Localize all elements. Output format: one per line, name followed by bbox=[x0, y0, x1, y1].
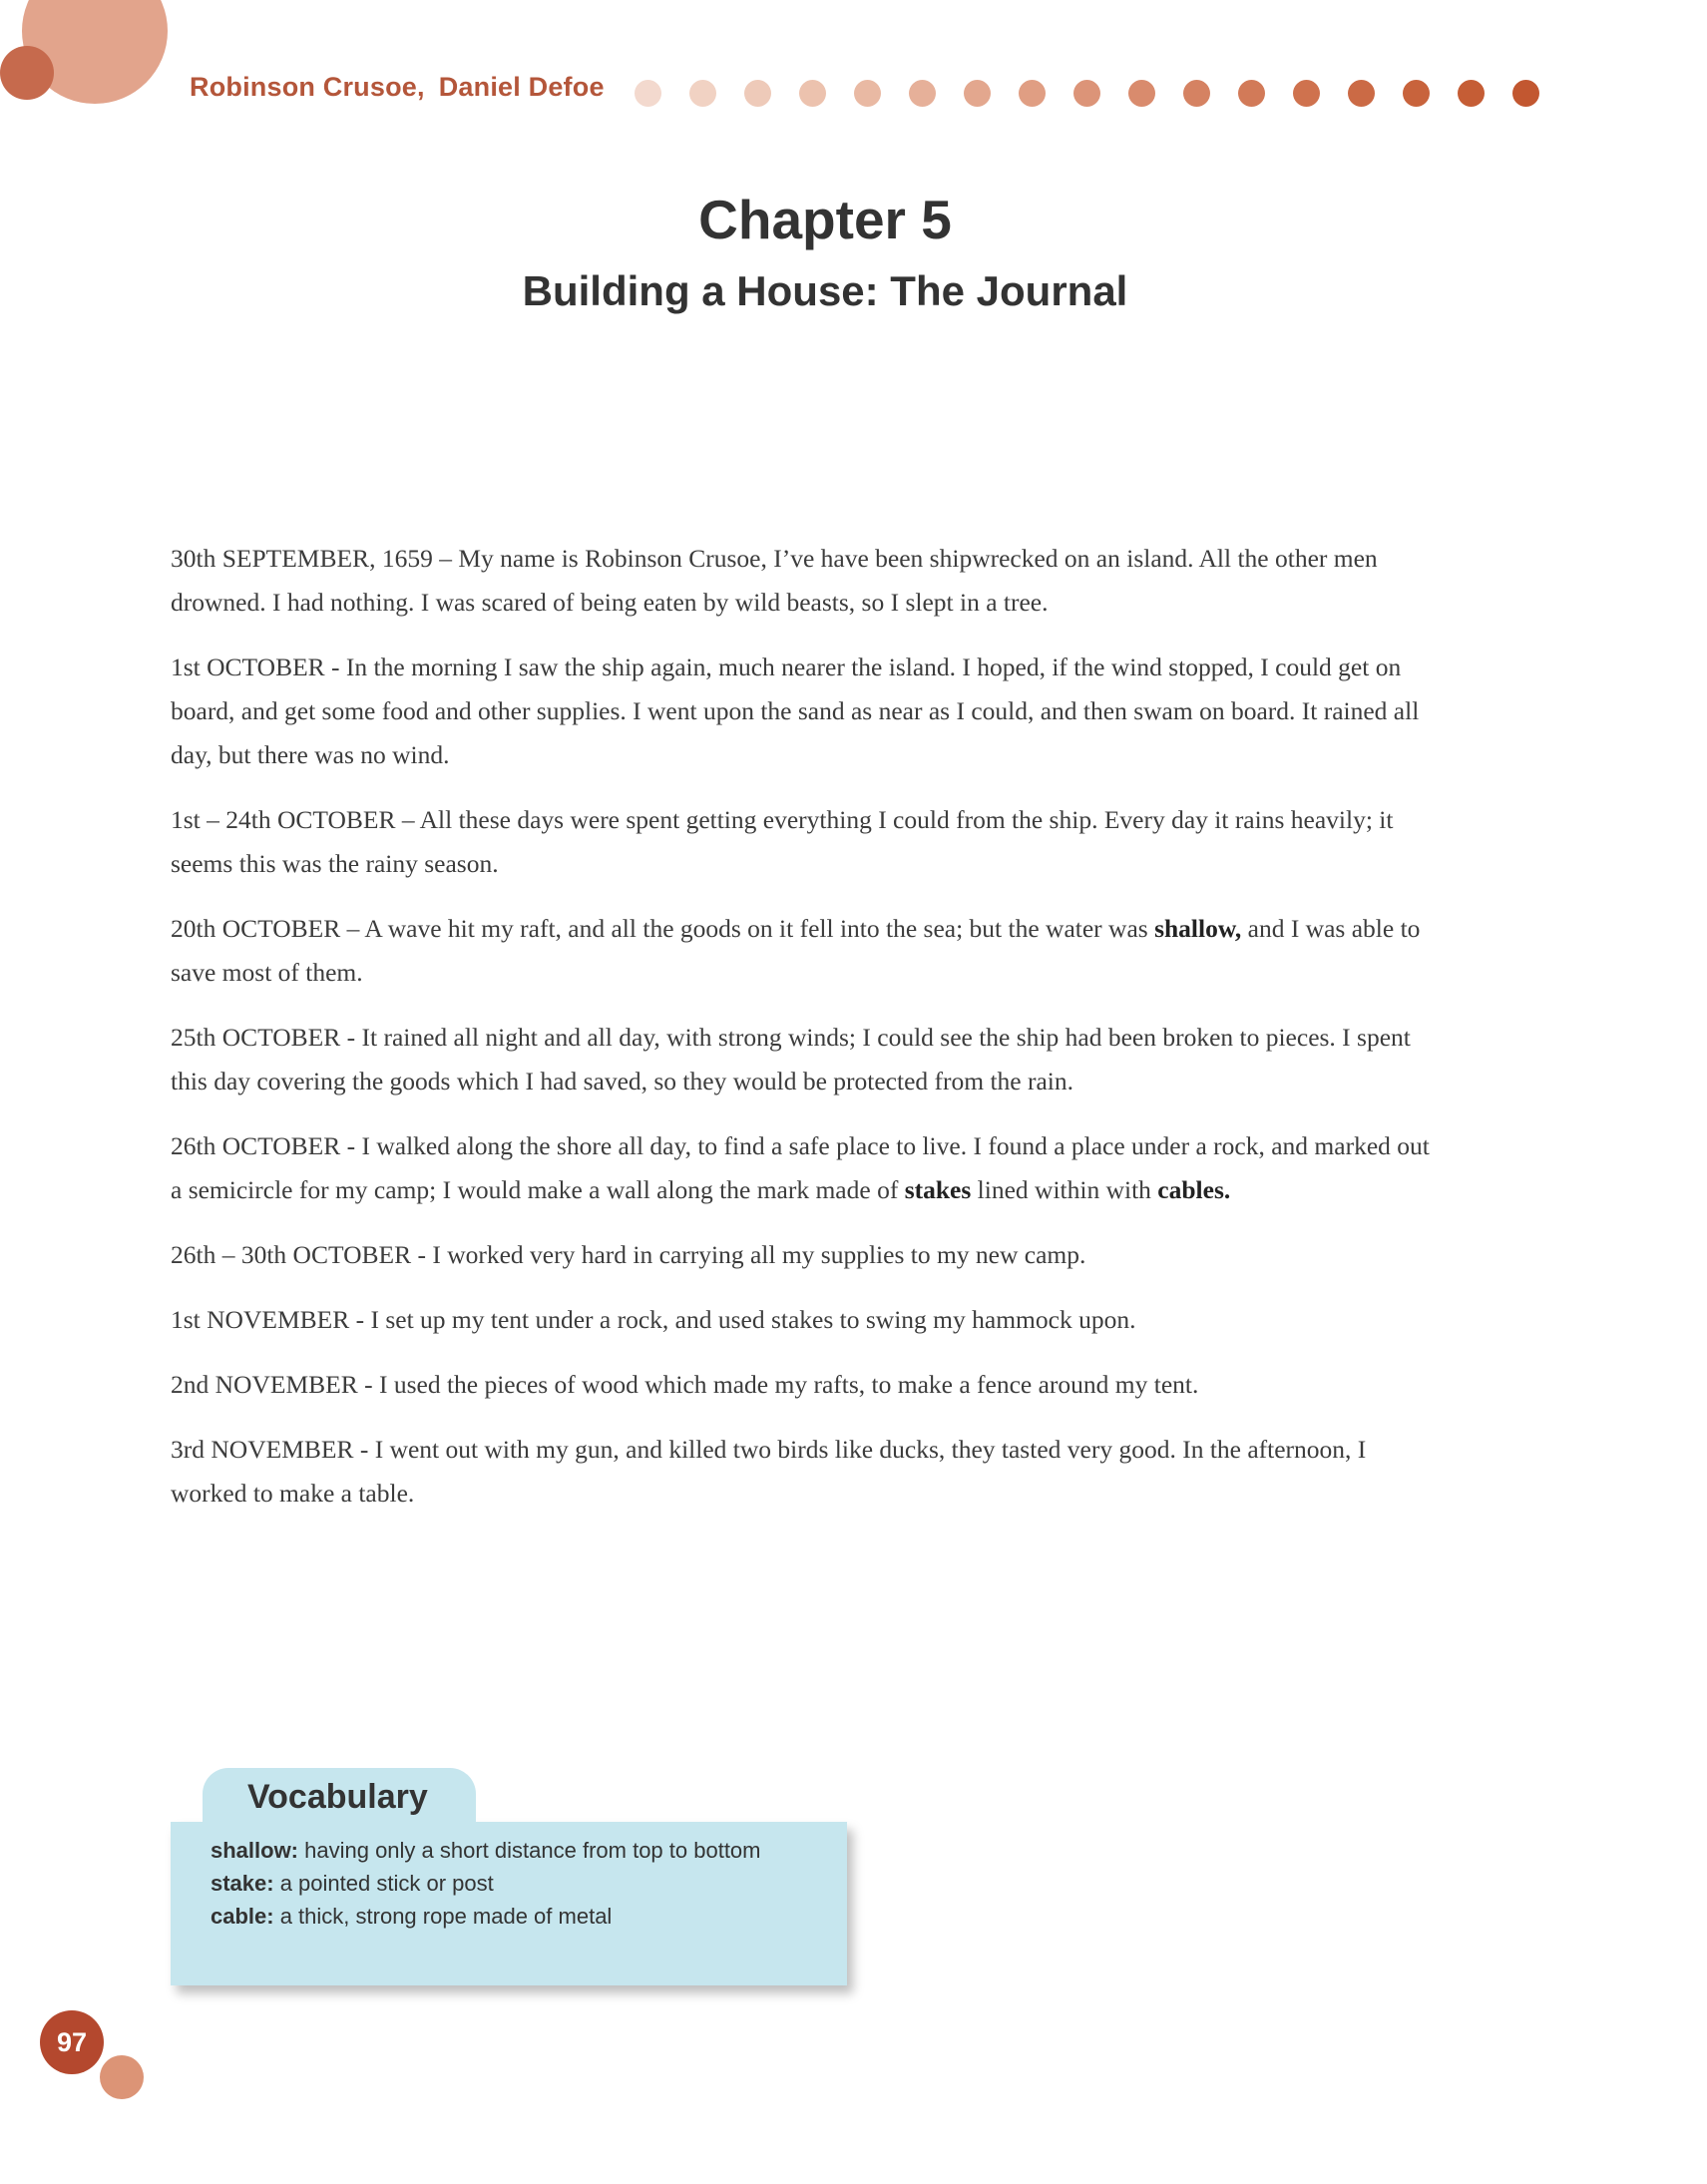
header-dot bbox=[1238, 80, 1265, 107]
vocabulary-term: stake: bbox=[211, 1871, 274, 1896]
journal-entry bbox=[171, 1124, 1446, 1212]
vocabulary-definition: a pointed stick or post bbox=[273, 1871, 494, 1896]
header-dot bbox=[1019, 80, 1046, 107]
header-dot bbox=[1403, 80, 1430, 107]
journal-entry: 26th – 30th OCTOBER - I worked very hard in carrying all my supplies to my new camp. bbox=[171, 1240, 1086, 1269]
vocabulary-item bbox=[211, 1900, 769, 1933]
entry-text: lined within with bbox=[971, 1175, 1158, 1204]
entry-text: and I was able to save most of them. bbox=[171, 914, 1421, 987]
header-dot bbox=[744, 80, 771, 107]
vocab-term-highlight: cables. bbox=[1157, 1175, 1231, 1204]
chapter-subtitle: Building a House: The Journal bbox=[522, 267, 1128, 314]
journal-entry: 25th OCTOBER - It rained all night and all day, with strong winds; I could see the ship had been broken to pieces. I spent this day covering the goods which I had saved, so they would be protected from the rain. bbox=[171, 1023, 1411, 1095]
header-dot bbox=[964, 80, 991, 107]
vocabulary-term: shallow: bbox=[211, 1838, 299, 1863]
journal-entry: 1st NOVEMBER - I set up my tent under a rock, and used stakes to swing my hammock upon. bbox=[171, 1305, 1136, 1334]
page-number-badge: 97 bbox=[40, 2010, 104, 2074]
header-dot bbox=[1128, 80, 1155, 107]
chapter-title: Chapter 5 bbox=[698, 189, 952, 250]
vocabulary-title: Vocabulary bbox=[247, 1778, 428, 1816]
vocabulary-item bbox=[211, 1867, 769, 1900]
journal-entry bbox=[171, 907, 1446, 995]
journal-entry: 1st OCTOBER - In the morning I saw the ship again, much nearer the island. I hoped, if the wind stopped, I could get on board, and get some food and other supplies. I went upon the sand as near as I could, and then swam on board. It rained all day, but there was no wind. bbox=[171, 653, 1420, 769]
vocabulary-item bbox=[211, 1834, 769, 1867]
vocabulary-definition: a thick, strong rope made of metal bbox=[273, 1904, 613, 1929]
running-header bbox=[190, 72, 605, 103]
journal-entry: 1st – 24th OCTOBER – All these days were spent getting everything I could from the ship. Every day it rains heavily; it seems this was the rainy season. bbox=[171, 805, 1394, 878]
book-title: Robinson Crusoe, bbox=[190, 72, 425, 102]
vocab-term-highlight: stakes bbox=[904, 1175, 972, 1204]
journal-entry: 3rd NOVEMBER - I went out with my gun, and killed two birds like ducks, they tasted very good. In the afternoon, I worked to make a table. bbox=[171, 1435, 1367, 1508]
vocabulary-list bbox=[211, 1834, 769, 1933]
entry-text: 26th OCTOBER - I walked along the shore all day, to find a safe place to live. I found a place under a rock, and marked out a semicircle for my camp; I would make a wall along the mark made of bbox=[171, 1131, 1430, 1204]
decorative-circle-footer bbox=[100, 2055, 144, 2099]
header-dot bbox=[1293, 80, 1320, 107]
book-author: Daniel Defoe bbox=[438, 72, 605, 102]
vocabulary-term: cable: bbox=[211, 1904, 274, 1929]
vocabulary-definition: having only a short distance from top to bottom bbox=[298, 1838, 761, 1863]
journal-entry: 30th SEPTEMBER, 1659 – My name is Robinson Crusoe, I’ve have been shipwrecked on an island. All the other men drowned. I had nothing. I was scared of being eaten by wild beasts, so I slept in a tree. bbox=[171, 544, 1378, 617]
header-dot bbox=[635, 80, 661, 107]
header-dot bbox=[909, 80, 936, 107]
vocab-term-highlight: shallow, bbox=[1154, 914, 1242, 943]
header-dot bbox=[854, 80, 881, 107]
header-dot bbox=[1183, 80, 1210, 107]
journal-body bbox=[171, 537, 1446, 1536]
journal-entry: 2nd NOVEMBER - I used the pieces of wood which made my rafts, to make a fence around my tent. bbox=[171, 1370, 1199, 1399]
header-dot bbox=[1458, 80, 1485, 107]
entry-text: 20th OCTOBER – A wave hit my raft, and all the goods on it fell into the sea; but the water was bbox=[171, 914, 1155, 943]
header-dot bbox=[1348, 80, 1375, 107]
header-dot bbox=[1073, 80, 1100, 107]
header-dot bbox=[689, 80, 716, 107]
header-dot bbox=[799, 80, 826, 107]
decorative-circle-small bbox=[0, 46, 54, 100]
header-dot-row bbox=[635, 80, 1539, 107]
header-dot bbox=[1512, 80, 1539, 107]
